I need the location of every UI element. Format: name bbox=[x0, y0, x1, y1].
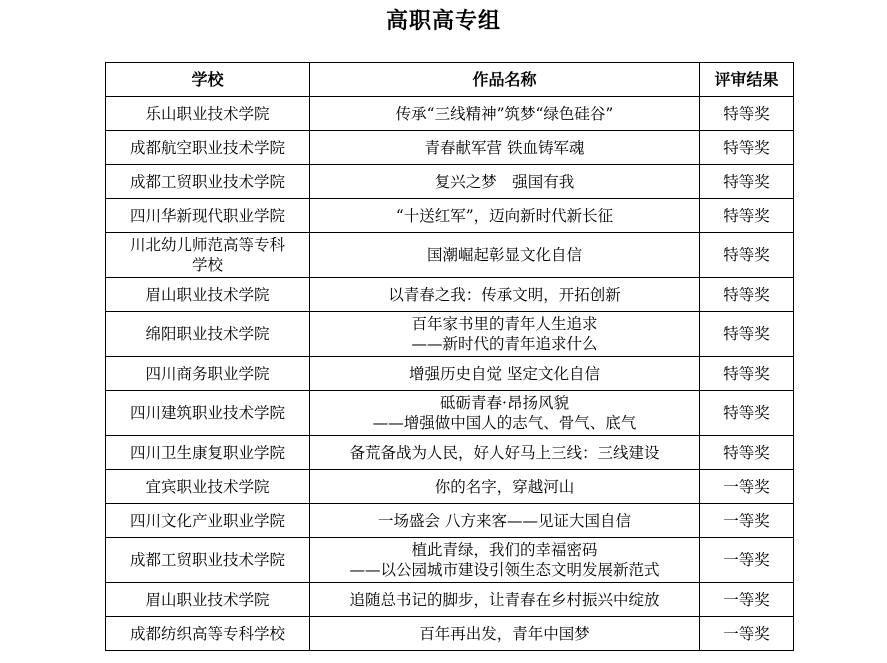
school-cell bbox=[106, 278, 310, 312]
work-cell-line: 复兴之梦 强国有我 bbox=[434, 172, 575, 191]
work-cell-line: ——新时代的青年追求什么 bbox=[411, 335, 598, 353]
work-cell bbox=[310, 97, 700, 131]
school-cell bbox=[106, 357, 310, 391]
table-row bbox=[106, 233, 794, 278]
work-cell-line: 追随总书记的脚步，让青春在乡村振兴中绽放 bbox=[349, 590, 660, 609]
school-cell bbox=[106, 97, 310, 131]
school-cell-line: 四川华新现代职业学院 bbox=[129, 206, 285, 225]
table-row bbox=[106, 583, 794, 617]
work-cell bbox=[310, 131, 700, 165]
school-cell-line: 四川建筑职业技术学院 bbox=[129, 404, 285, 422]
result-cell: 一等奖 bbox=[700, 470, 794, 504]
school-cell-line: 成都工贸职业技术学院 bbox=[129, 551, 285, 569]
school-cell-line: 宜宾职业技术学院 bbox=[145, 477, 270, 496]
header-work: 作品名称 bbox=[310, 63, 700, 97]
table-row bbox=[106, 131, 794, 165]
school-cell-line: 眉山职业技术学院 bbox=[145, 285, 270, 304]
work-cell-line: 增强历史自觉 坚定文化自信 bbox=[409, 364, 600, 383]
school-cell-line: 成都纺织高等专科学校 bbox=[129, 624, 285, 643]
result-cell: 一等奖 bbox=[700, 504, 794, 538]
table-row bbox=[106, 391, 794, 436]
school-cell-line: 川北幼儿师范高等专科 bbox=[129, 236, 285, 254]
table-row bbox=[106, 165, 794, 199]
result-cell: 一等奖 bbox=[700, 538, 794, 583]
work-cell-line: 青春献军营 铁血铸军魂 bbox=[424, 138, 585, 157]
school-cell bbox=[106, 233, 310, 278]
table-row bbox=[106, 538, 794, 583]
result-cell: 特等奖 bbox=[700, 165, 794, 199]
result-cell: 特等奖 bbox=[700, 312, 794, 357]
table-row bbox=[106, 97, 794, 131]
school-cell bbox=[106, 617, 310, 651]
work-cell-line: 传承“三线精神”筑梦“绿色硅谷” bbox=[395, 104, 614, 123]
work-cell bbox=[310, 233, 700, 278]
work-cell bbox=[310, 538, 700, 583]
school-cell bbox=[106, 312, 310, 357]
table-row bbox=[106, 617, 794, 651]
table-row bbox=[106, 357, 794, 391]
table-row bbox=[106, 312, 794, 357]
result-cell: 特等奖 bbox=[700, 391, 794, 436]
work-cell bbox=[310, 357, 700, 391]
work-cell bbox=[310, 165, 700, 199]
school-cell-line: 四川文化产业职业学院 bbox=[129, 511, 285, 530]
work-cell bbox=[310, 617, 700, 651]
school-cell-line: 乐山职业技术学院 bbox=[145, 104, 270, 123]
school-cell bbox=[106, 131, 310, 165]
work-cell-line: “十送红军”，迈向新时代新长征 bbox=[395, 206, 614, 225]
school-cell bbox=[106, 165, 310, 199]
work-cell bbox=[310, 504, 700, 538]
school-cell bbox=[106, 538, 310, 583]
school-cell-line: 四川卫生康复职业学院 bbox=[129, 443, 285, 462]
school-cell-line: 绵阳职业技术学院 bbox=[145, 325, 270, 343]
result-cell: 特等奖 bbox=[700, 199, 794, 233]
school-cell bbox=[106, 199, 310, 233]
school-cell bbox=[106, 391, 310, 436]
result-cell: 特等奖 bbox=[700, 278, 794, 312]
work-cell-line: 你的名字，穿越河山 bbox=[434, 477, 575, 496]
work-cell-line: 植此青绿，我们的幸福密码 bbox=[411, 541, 598, 559]
work-cell-line: 以青春之我：传承文明，开拓创新 bbox=[388, 285, 621, 304]
school-cell-line: 成都航空职业技术学院 bbox=[129, 138, 285, 157]
work-cell-line: 百年家书里的青年人生追求 bbox=[411, 315, 598, 333]
result-cell: 特等奖 bbox=[700, 131, 794, 165]
work-cell bbox=[310, 470, 700, 504]
work-cell-line: 国潮崛起彰显文化自信 bbox=[426, 246, 582, 264]
work-cell bbox=[310, 312, 700, 357]
result-cell: 特等奖 bbox=[700, 357, 794, 391]
work-cell bbox=[310, 278, 700, 312]
work-cell-line: ——以公园城市建设引领生态文明发展新范式 bbox=[349, 561, 660, 579]
table-body bbox=[106, 97, 794, 651]
work-cell-line: 备荒备战为人民，好人好马上三线：三线建设 bbox=[349, 443, 660, 462]
awards-table bbox=[105, 62, 794, 651]
work-cell bbox=[310, 391, 700, 436]
table-header-row bbox=[106, 63, 794, 97]
result-cell: 一等奖 bbox=[700, 583, 794, 617]
work-cell bbox=[310, 199, 700, 233]
table-row bbox=[106, 199, 794, 233]
header-result: 评审结果 bbox=[700, 63, 794, 97]
header-school: 学校 bbox=[106, 63, 310, 97]
work-cell bbox=[310, 436, 700, 470]
result-cell: 特等奖 bbox=[700, 233, 794, 278]
work-cell-line: 百年再出发，青年中国梦 bbox=[419, 624, 590, 643]
school-cell-line: 学校 bbox=[191, 256, 223, 274]
school-cell bbox=[106, 470, 310, 504]
result-cell: 一等奖 bbox=[700, 617, 794, 651]
school-cell-line: 眉山职业技术学院 bbox=[145, 590, 270, 609]
school-cell-line: 四川商务职业学院 bbox=[145, 364, 270, 383]
work-cell-line: ——增强做中国人的志气、骨气、底气 bbox=[372, 414, 637, 432]
work-cell-line: 一场盛会 八方来客——见证大国自信 bbox=[378, 511, 631, 530]
result-cell: 特等奖 bbox=[700, 97, 794, 131]
work-cell bbox=[310, 583, 700, 617]
result-cell: 特等奖 bbox=[700, 436, 794, 470]
page-title: 高职高专组 bbox=[385, 9, 501, 34]
table-row bbox=[106, 470, 794, 504]
school-cell bbox=[106, 583, 310, 617]
table-row bbox=[106, 278, 794, 312]
school-cell bbox=[106, 436, 310, 470]
table-row bbox=[106, 436, 794, 470]
school-cell bbox=[106, 504, 310, 538]
table-row bbox=[106, 504, 794, 538]
school-cell-line: 成都工贸职业技术学院 bbox=[129, 172, 285, 191]
work-cell-line: 砥砺青春·昂扬风貌 bbox=[440, 394, 569, 412]
